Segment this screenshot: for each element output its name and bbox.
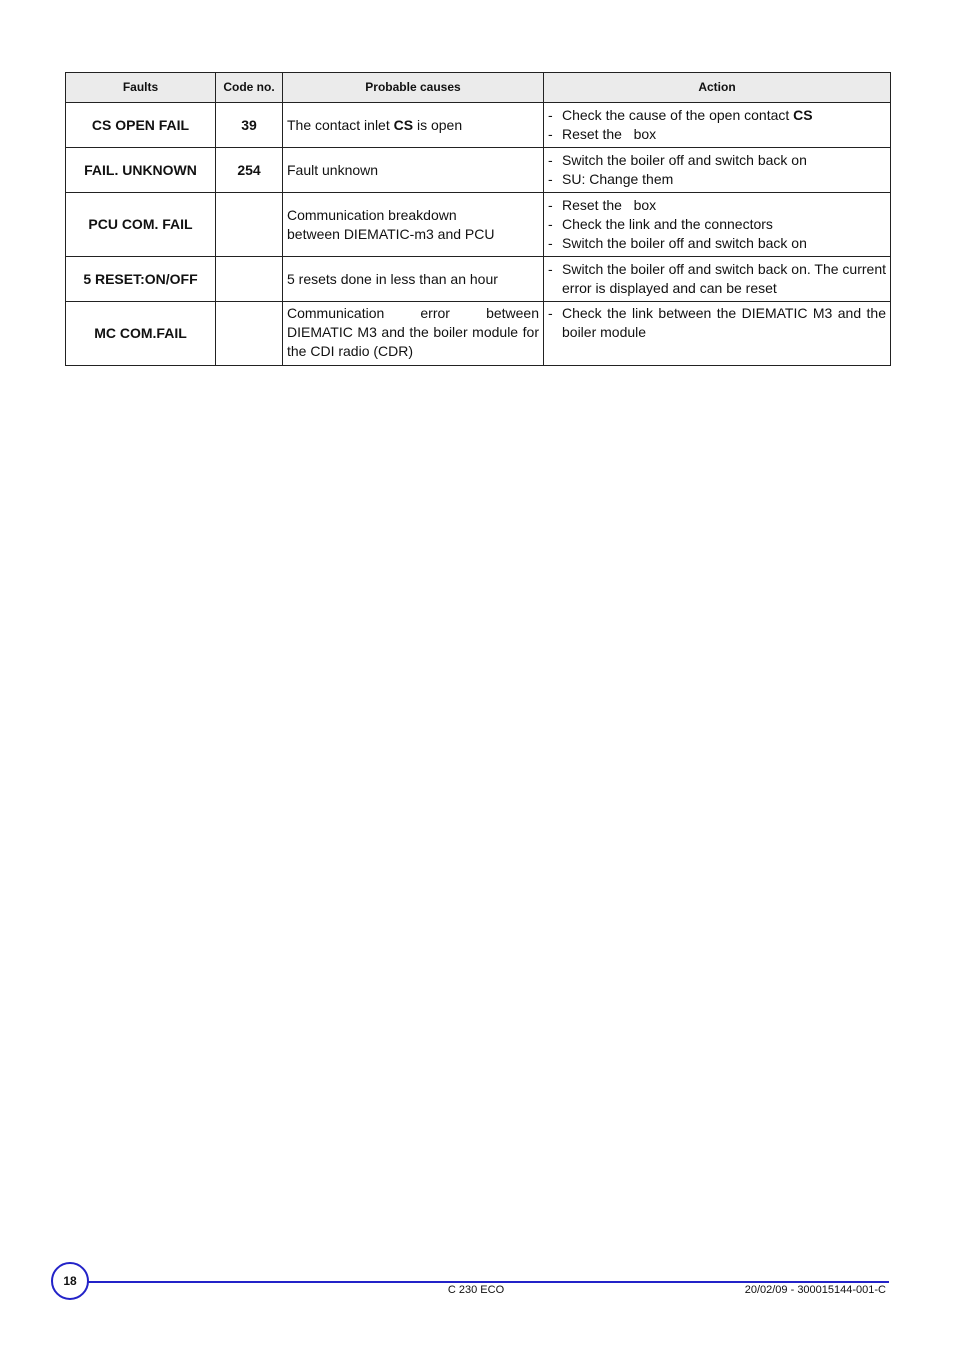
fault-name: MC COM.FAIL	[66, 302, 216, 366]
action-cell	[544, 148, 891, 193]
code-no	[216, 193, 283, 257]
action-list	[548, 151, 886, 189]
fault-name: CS OPEN FAIL	[66, 103, 216, 148]
cause-text: is open	[413, 116, 463, 133]
action-bold-text: CS	[793, 107, 813, 123]
table-row	[66, 302, 891, 366]
code-no	[216, 257, 283, 302]
code-no: 254	[216, 148, 283, 193]
table-row	[66, 103, 891, 148]
fault-name: FAIL. UNKNOWN	[66, 148, 216, 193]
action-item	[548, 125, 886, 144]
code-no: 39	[216, 103, 283, 148]
probable-cause: Fault unknown	[283, 148, 544, 193]
table-header-row	[66, 73, 891, 103]
action-text: Reset the box	[562, 126, 657, 142]
action-cell	[544, 193, 891, 257]
action-text: Check the cause of the open contact	[562, 107, 794, 123]
action-item: - SU: Change them	[548, 170, 886, 189]
action-item: - Switch the boiler off and switch back on	[548, 151, 886, 170]
table-row	[66, 148, 891, 193]
header-code-no: Code no.	[216, 73, 283, 103]
footer-document-reference: 20/02/09 - 300015144-001-C	[744, 1284, 886, 1296]
action-item: - Reset the box	[548, 196, 886, 215]
header-probable-causes: Probable causes	[283, 73, 544, 103]
header-faults: Faults	[66, 73, 216, 103]
faults-table	[65, 72, 891, 366]
action-item: - Switch the boiler off and switch back on. The current error is displayed and can be reset	[548, 260, 886, 298]
action-cell	[544, 103, 891, 148]
page-number-badge: 18	[51, 1262, 89, 1300]
action-item	[548, 106, 886, 125]
action-item: - Switch the boiler off and switch back on	[548, 234, 886, 253]
table-row	[66, 193, 891, 257]
action-list	[548, 260, 886, 298]
probable-cause: Communication breakdown between DIEMATIC-m3 and PCU	[283, 193, 544, 257]
action-list	[548, 196, 886, 253]
footer-divider-line	[88, 1281, 889, 1283]
probable-cause: 5 resets done in less than an hour	[283, 257, 544, 302]
header-action: Action	[544, 73, 891, 103]
cause-text: The contact inlet	[287, 116, 394, 133]
probable-cause: Communication error between DIEMATIC M3 and the boiler module for the CDI radio (CDR)	[283, 302, 544, 366]
action-list	[548, 304, 886, 342]
table-row	[66, 257, 891, 302]
probable-cause	[283, 103, 544, 148]
footer-product-name: C 230 ECO	[447, 1284, 505, 1296]
fault-name: PCU COM. FAIL	[66, 193, 216, 257]
action-list	[548, 106, 886, 144]
code-no	[216, 302, 283, 366]
action-item: - Check the link between the DIEMATIC M3 and the boiler module	[548, 304, 886, 342]
action-cell	[544, 302, 891, 366]
action-cell	[544, 257, 891, 302]
action-item: - Check the link and the connectors	[548, 215, 886, 234]
cause-bold-text: CS	[393, 116, 414, 133]
fault-name: 5 RESET:ON/OFF	[66, 257, 216, 302]
